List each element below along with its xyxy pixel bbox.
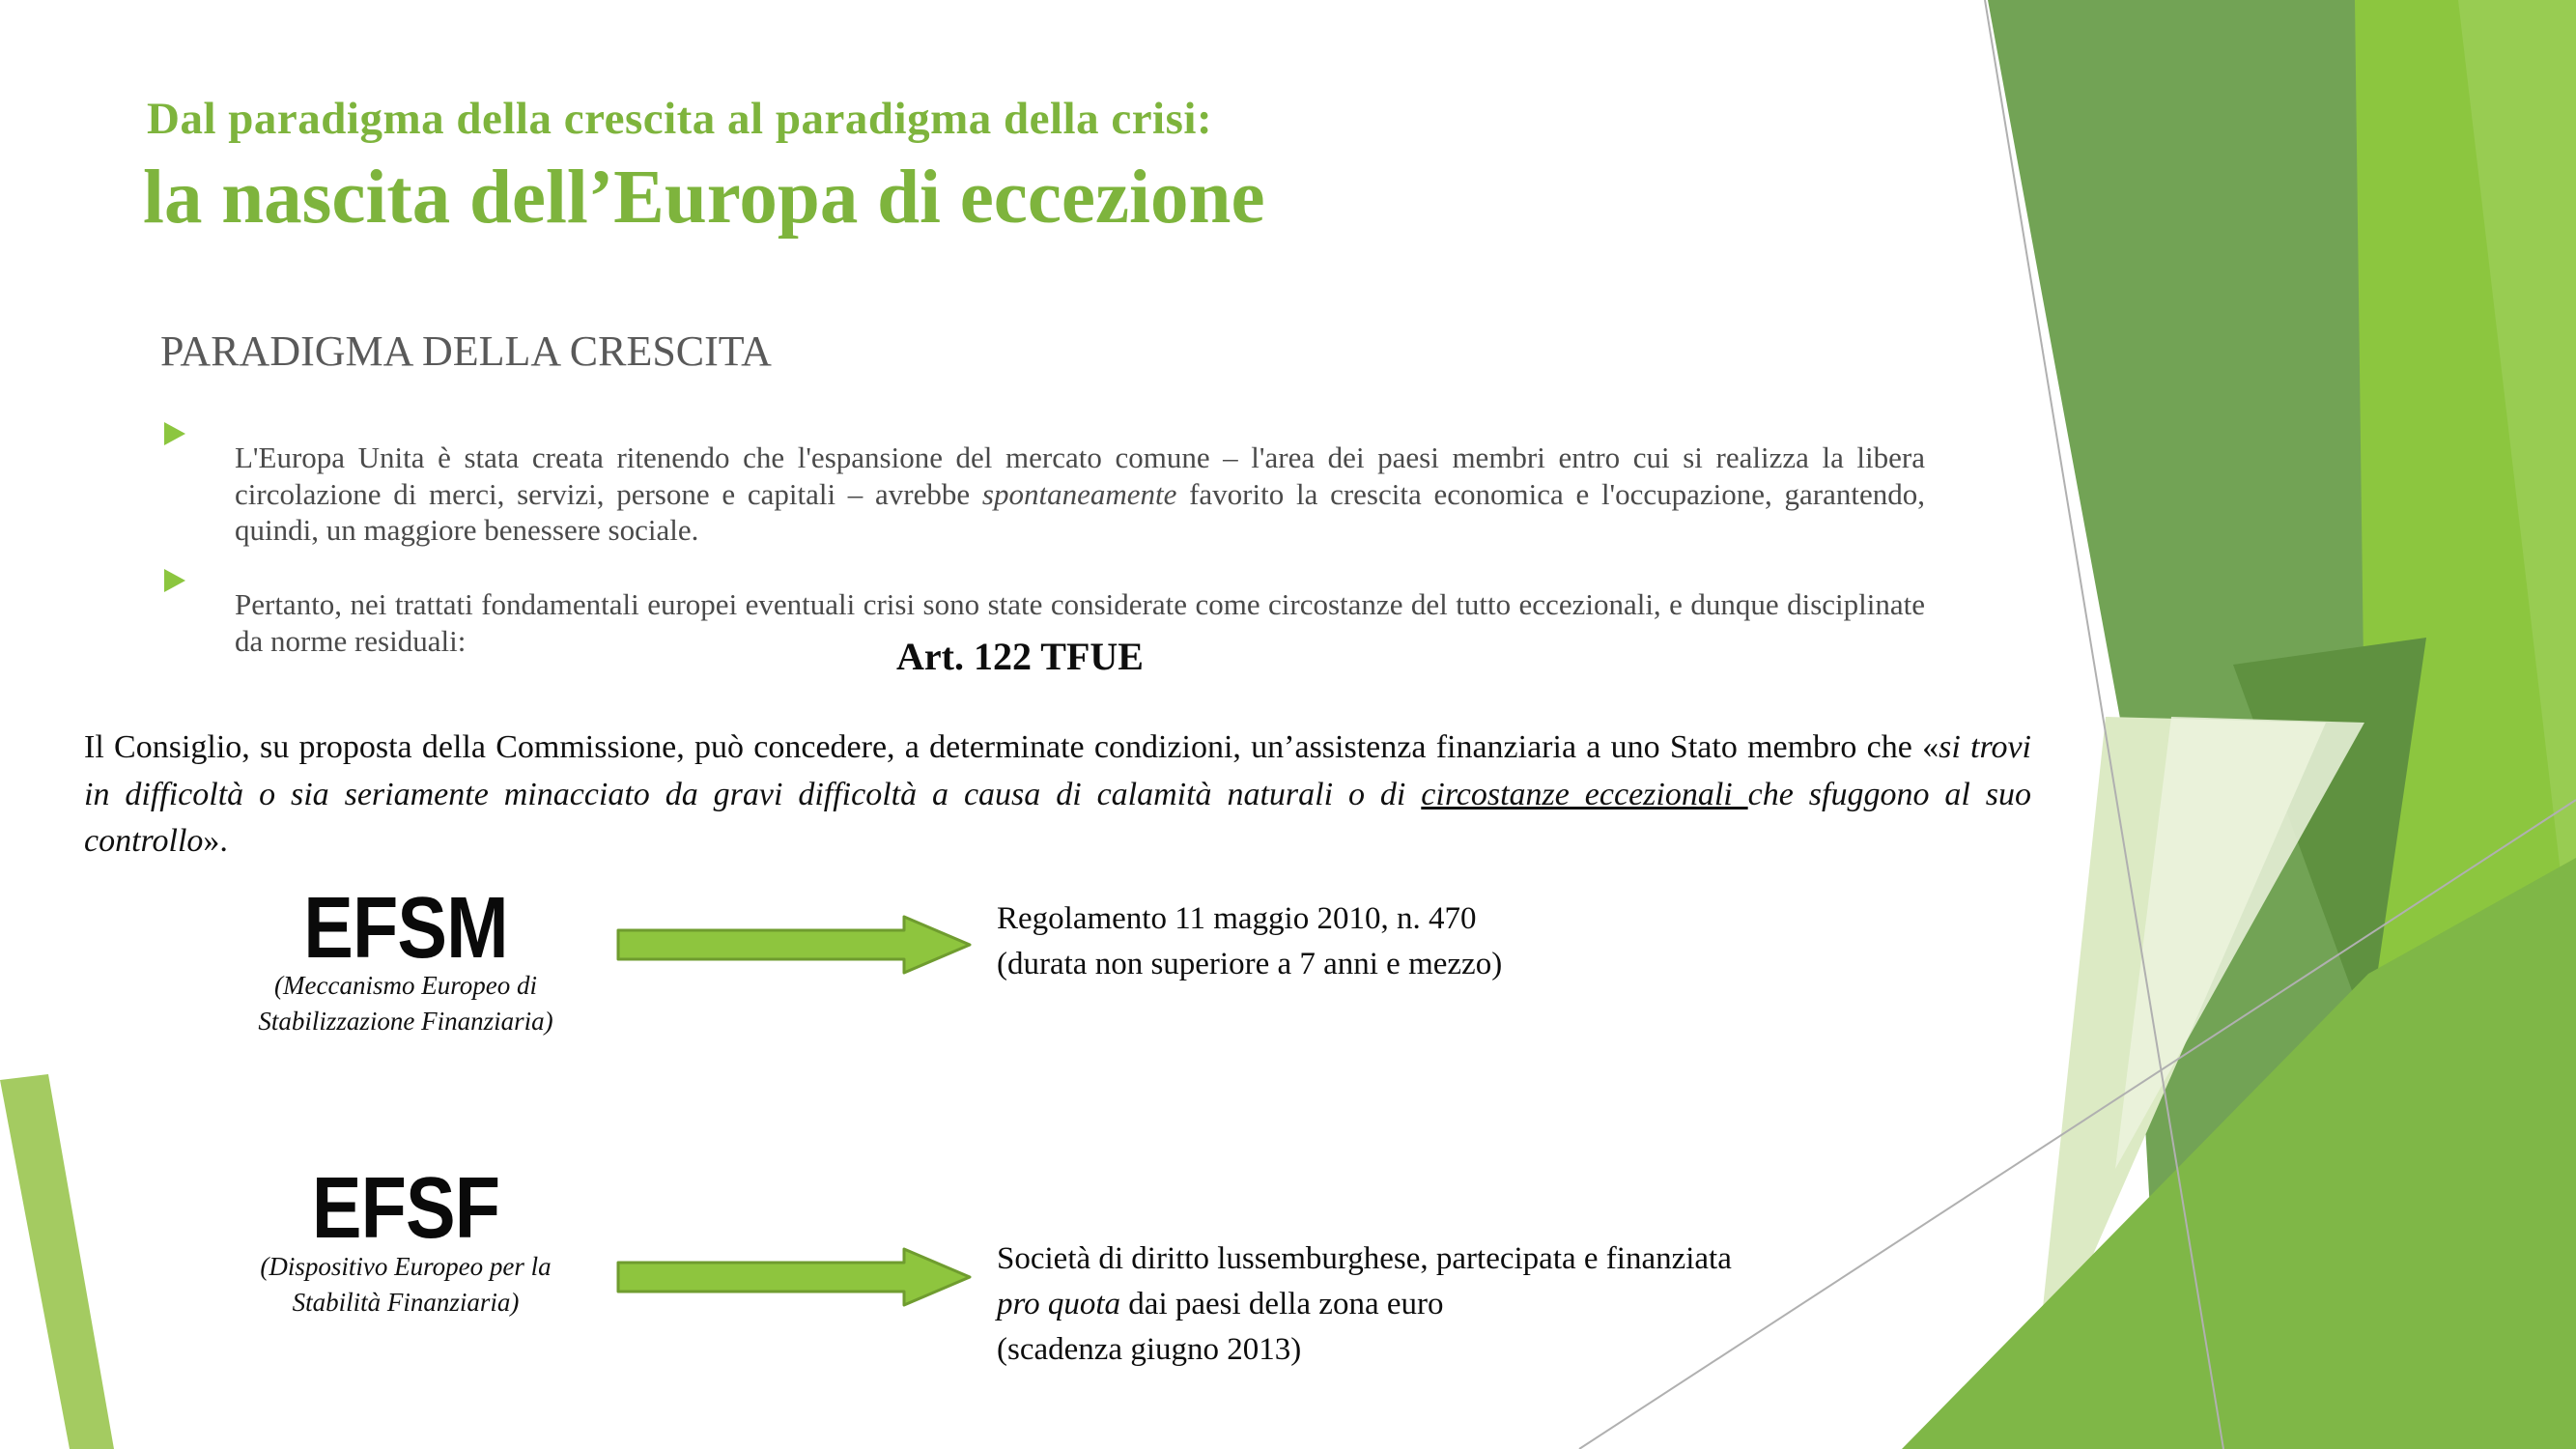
efsm-acronym-box <box>174 880 637 977</box>
bullet-triangle-icon <box>164 422 185 445</box>
bottom-left-wedge <box>0 1074 114 1449</box>
efsf-subtitle-line1: (Dispositivo Europeo per la <box>260 1252 552 1281</box>
quote-segment-italic: si trovi in difficoltà o sia seriamente minacciato da gravi difficoltà a causa di calamità naturali o di <box>84 729 2031 812</box>
efsm-result-line2: (durata non superiore a 7 anni e mezzo) <box>997 947 1503 981</box>
efsf-acronym-box <box>174 1160 637 1257</box>
quote-segment-italic2: che sfuggono al suo controllo <box>84 776 2031 859</box>
efsm-subtitle-line2: Stabilizzazione Finanziaria) <box>258 1007 553 1036</box>
article-heading: Art. 122 TFUE <box>896 635 1144 678</box>
efsf-result-line2 <box>997 1282 1732 1327</box>
bullet1-text-pre: L'Europa Unita è stata creata ritenendo che l'espansione del mercato comune – l'area dei paesi membri entro cui si realizza la libera circolazione di merci, servizi, persone e capitali – avrebbe <box>235 440 1925 511</box>
article-quote <box>84 724 2031 866</box>
efsf-result-line1: Società di diritto lussemburghese, partecipata e finanziata <box>997 1241 1732 1276</box>
bullet2-text: Pertanto, nei trattati fondamentali europei eventuali crisi sono state considerate come circostanze del tutto eccezionali, e dunque disciplinate da norme residuali: <box>235 587 1925 658</box>
bullet1-text-post: favorito la crescita economica e l'occupazione, garantendo, quindi, un maggiore benessere sociale. <box>235 476 1926 547</box>
bullet1-text-italic: spontaneamente <box>981 476 1177 511</box>
efsf-subtitle <box>174 1249 637 1321</box>
efsf-result-line2-rest: dai paesi della zona euro <box>1120 1287 1444 1321</box>
section-heading: PARADIGMA DELLA CRESCITA <box>160 327 772 375</box>
quote-segment-underlined: circostanze eccezionali <box>1421 776 1748 812</box>
arrow-shape <box>618 917 970 973</box>
efsm-subtitle-line1: (Meccanismo Europeo di <box>274 971 537 1000</box>
arrow-shape <box>618 1249 970 1305</box>
efsf-subtitle-line2: Stabilità Finanziaria) <box>292 1288 520 1317</box>
efsf-result-line2-italic: pro quota <box>997 1287 1121 1321</box>
efsf-result-text <box>997 1236 1732 1373</box>
efsm-result-line1: Regolamento 11 maggio 2010, n. 470 <box>997 901 1477 936</box>
efsf-result-line3: (scadenza giugno 2013) <box>997 1332 1302 1367</box>
efsf-acronym: EFSF <box>311 1160 500 1257</box>
efsm-subtitle <box>174 968 637 1039</box>
efsm-acronym: EFSM <box>303 880 508 977</box>
slide-title: la nascita dell’Europa di eccezione <box>143 156 1265 240</box>
slide-kicker: Dal paradigma della crescita al paradigma della crisi: <box>147 94 1213 144</box>
quote-segment-pre: Il Consiglio, su proposta della Commissione, può concedere, a determinate condizioni, un’assistenza finanziaria a uno Stato membro che « <box>84 729 1939 765</box>
bullet-paragraph-1 <box>235 440 1925 549</box>
flow-arrow-icon <box>616 1246 976 1308</box>
quote-segment-close: ». <box>203 823 228 859</box>
efsm-result-text <box>997 896 1502 987</box>
bullet-triangle-icon <box>164 569 185 592</box>
flow-arrow-icon <box>616 914 976 976</box>
